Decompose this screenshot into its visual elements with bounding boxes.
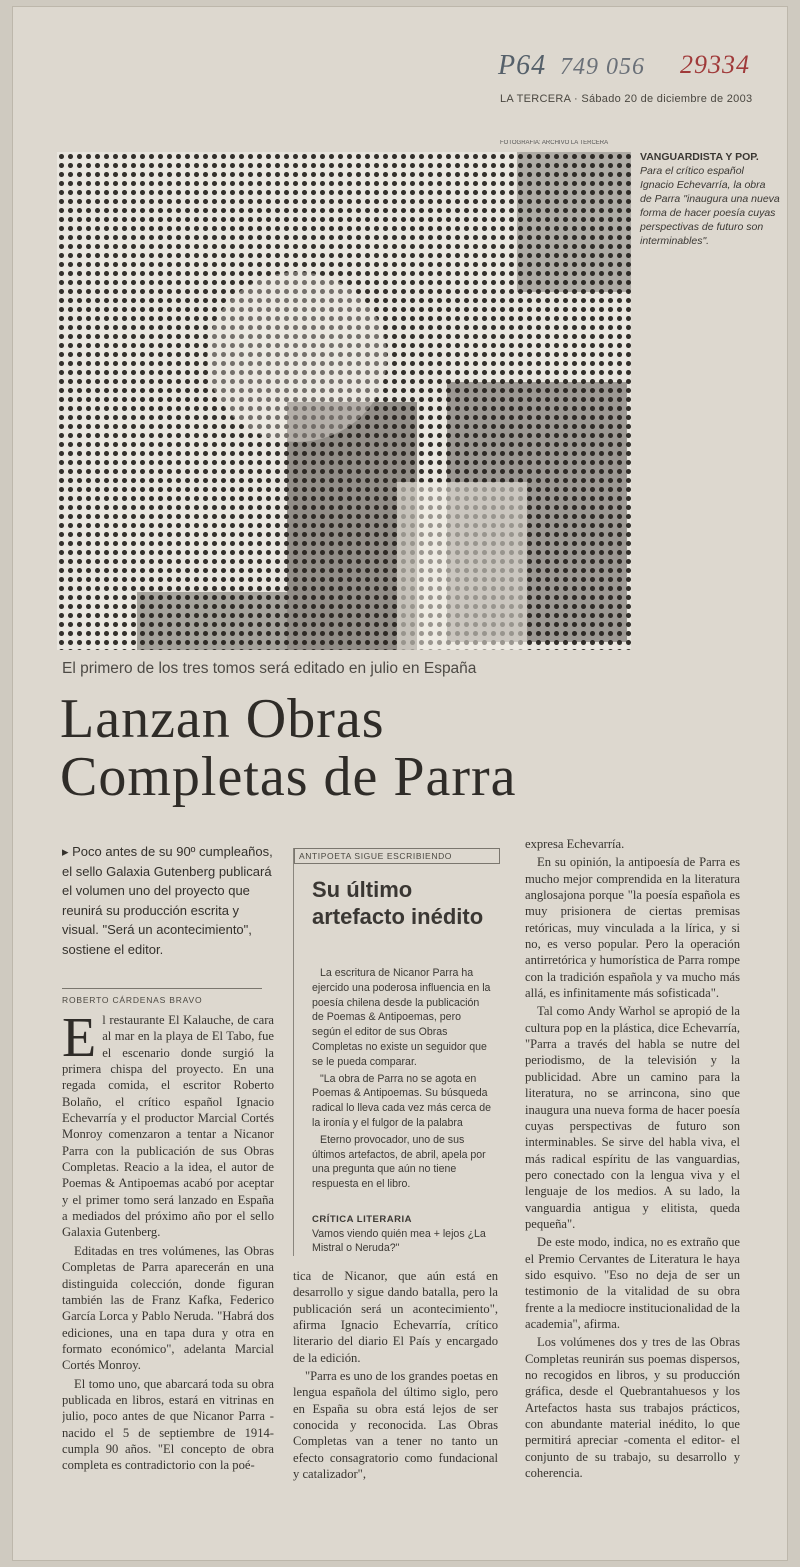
sidebar-paragraph: Eterno provocador, uno de sus últimos artefactos, de abril, apela por una pregunta que aún no tiene respuesta en el libro.	[312, 1133, 486, 1191]
headline-line-2: Completas de Parra	[60, 746, 517, 808]
paragraph: El tomo uno, que abarcará toda su obra publicada en libros, estará en vitrinas en julio, poco antes de que Nicanor Parra -nacido el 5 de septiembre de 1914- cumpla 90 años. "El concepto de obra completa es contradictorio con la poé-	[62, 1376, 274, 1473]
caption-lead: VANGUARDISTA Y POP.	[640, 151, 759, 163]
photo-credit: FOTOGRAFÍA: ARCHIVO LA TERCERA	[500, 140, 609, 146]
sidebar-body	[312, 966, 492, 1194]
handwritten-archive-code: P64	[498, 50, 547, 81]
article-column-1	[62, 1012, 274, 1512]
article-column-3	[525, 836, 740, 1511]
handwritten-number-red: 29334	[680, 50, 750, 79]
sidebar-paragraph: La escritura de Nicanor Parra ha ejercido una poderosa influencia en la poesía chilena desde la publicación de Poemas & Antipoemas, pero según el editor de sus Obras Completas no existe un seguidor que se le pueda comparar.	[312, 967, 491, 1068]
handwritten-number: 749 056	[560, 54, 645, 80]
article-byline: ROBERTO CÁRDENAS BRAVO	[62, 988, 262, 1005]
paragraph: Tal como Andy Warhol se apropió de la cultura pop en la plástica, dice Echevarría, "Parra a través del habla se nutre del periodismo, de la televisión y la publicidad. Abre un camino para la literatura, no se arrincona, sino que inaugura una nueva forma de hacer poesía cuyas perspectivas de futuro son interminables. Se sirve del habla viva, el más radical espíritu de las vanguardias, pero conectado con la lengua viva y el lenguaje de los medios. A su lado, la vanguardia antigua y elitista, queda pequeña".	[525, 1004, 740, 1231]
article-lead: ▸ Poco antes de su 90º cumpleaños, el sello Galaxia Gutenberg publicará el volumen uno del proyecto que reunirá su producción escrita y visual. "Será un acontecimiento", sostiene el editor.	[62, 842, 274, 959]
sidebar-quote-label: CRÍTICA LITERARIA	[312, 1214, 412, 1225]
caption-text: Para el crítico español Ignacio Echevarría, la obra de Parra "inaugura una nueva forma de hacer poesía cuyas perspectivas de futuro son interminables".	[640, 165, 780, 247]
photo-caption	[640, 150, 780, 248]
article-headline	[60, 690, 680, 806]
drop-cap: E	[62, 1012, 97, 1069]
newspaper-dateline: LA TERCERA · Sábado 20 de diciembre de 2003	[500, 93, 753, 105]
paragraph: l restaurante El Kalauche, de cara al mar en la playa de El Tabo, fue el escenario donde surgió la primera chispa del proyecto. En una regada comida, el escritor Roberto Bolaño, el crítico español Ignacio Echevarría y el productor Marcial Cortés Monroy comenzaron a tentar a Nicanor Parra con la publicación de sus Obras Completas. Reacio a la idea, el autor de Poemas & Antipoemas acabó por aceptar y el primer tomo será lanzado en España a mediados del próximo año por el sello Galaxia Gutenberg.	[62, 1013, 274, 1240]
sidebar-tag: ANTIPOETA SIGUE ESCRIBIENDO	[294, 848, 500, 864]
paragraph: "Parra es uno de los grandes poetas en lengua española del último siglo, pero en España su obra está lejos de ser conocida y reconocida. Las Obras Completas van a tener no tanto un efecto consagratorio como fundacional y catalizador",	[293, 1369, 498, 1482]
headline-line-1: Lanzan Obras	[60, 688, 385, 750]
paragraph: Los volúmenes dos y tres de las Obras Completas reunirán sus poemas dispersos, no recogidos en libros, y su producción gráfica, desde el Quebrantahuesos y los Artefactos hasta sus trabajos prácticos, con abundante material inédito, lo que permitirá apreciar -comenta el editor- el conjunto de su trabajo, su desarrollo y coherencia.	[525, 1335, 740, 1481]
article-column-2	[293, 1268, 498, 1508]
paragraph: En su opinión, la antipoesía de Parra es mucho mejor comprendida en la literatura anglosajona porque "la poesía española es muy prisionera de ciertas premisas retóricas, muy vinculada a la lírica, y si no, es verso popular. Pero la operación antirretórica y humorística de Parra rompe con la tradición española y va mucho más allá, es infinitamente más sofisticada".	[525, 855, 740, 1001]
halftone-photo	[57, 152, 631, 650]
paragraph: De este modo, indica, no es extraño que el Premio Cervantes de Literatura le haya sido esquivo. "Eso no deja de ser un testimonio de la vitalidad de su obra frente a la mediocre institucionalidad de la academia", afirma.	[525, 1235, 740, 1331]
sidebar-paragraph: "La obra de Parra no se agota en Poemas & Antipoemas. Su búsqueda radical lo lleva cada vez más cerca de la ironía y el fulgor de la palabra	[312, 1072, 492, 1129]
article-kicker: El primero de los tres tomos será editado en julio en España	[62, 660, 477, 677]
paragraph: Editadas en tres volúmenes, las Obras Completas de Parra aparecerán en una distinguida colección, donde figuran también las de Franz Kafka, Federico García Lorca y Pablo Neruda. "Habrá dos ediciones, una en tapa dura y otra en formato económico", adelanta Marcial Cortés Monroy.	[62, 1243, 274, 1373]
sidebar-box	[293, 848, 499, 1256]
paragraph: tica de Nicanor, que aún está en desarrollo y sigue dando batalla, pero la publicación será un acontecimiento", afirma Ignacio Echevarría, crítico literario del diario El País y encargado de la edición.	[293, 1269, 498, 1365]
sidebar-title: Su último artefacto inédito	[312, 877, 484, 929]
paragraph: expresa Echevarría.	[525, 837, 625, 851]
sidebar-quote	[312, 1213, 492, 1255]
sidebar-quote-text: Vamos viendo quién mea + lejos ¿La Mistral o Neruda?"	[312, 1228, 486, 1254]
